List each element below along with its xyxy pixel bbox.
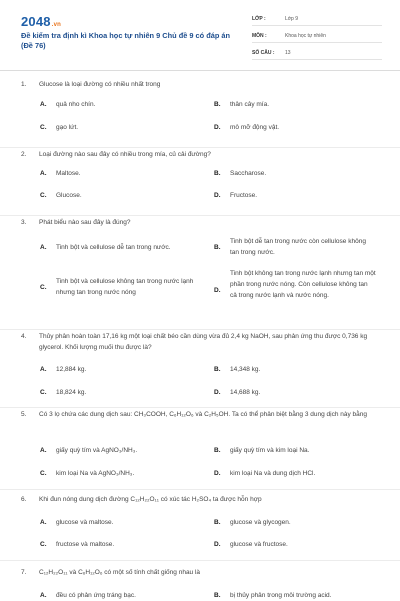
meta-value: Lớp 9 — [285, 15, 299, 22]
option-letter: A. — [40, 519, 47, 526]
question-7 — [0, 567, 400, 600]
option-letter: D. — [214, 124, 221, 131]
question-3 — [0, 217, 400, 330]
option-letter: B. — [214, 101, 221, 108]
option-letter: B. — [214, 592, 221, 599]
option-text: giấy quỳ tím và AgNO₃/NH₃. — [56, 447, 138, 454]
question-stem — [21, 79, 381, 90]
option-text: glucose và maltose. — [56, 519, 114, 526]
option-text: Tinh bột và cellulose dễ tan trong nước. — [56, 244, 171, 251]
option-text: bị thủy phân trong môi trường acid. — [230, 592, 332, 599]
option-text: 12,884 kg. — [56, 366, 87, 373]
question-stem — [21, 567, 381, 578]
meta-label: MÔN : — [252, 32, 267, 39]
option-letter: D. — [214, 287, 221, 294]
question-text: Loại đường nào sau đây có nhiều trong mía, củ cải đường? — [39, 151, 211, 158]
meta-info — [252, 12, 382, 60]
meta-row-class — [252, 12, 382, 26]
question-number: 6. — [21, 496, 27, 503]
meta-label: SỐ CÂU : — [252, 49, 275, 56]
option-letter: A. — [40, 366, 47, 373]
option-letter: C. — [40, 284, 47, 291]
question-1 — [0, 79, 400, 148]
question-number: 2. — [21, 151, 27, 158]
option-letter: C. — [40, 470, 47, 477]
question-5 — [0, 409, 400, 490]
option-letter: D. — [214, 389, 221, 396]
option-text: Tinh bột không tan trong nước lạnh nhưng tan một phần trong nước nóng. Còn cellulose không tan cả trong nước lạnh và nước nóng. — [230, 270, 376, 299]
document-header — [0, 0, 400, 71]
question-text: Phát biểu nào sau đây là đúng? — [39, 219, 131, 226]
option-letter: C. — [40, 541, 47, 548]
option-text: giấy quỳ tím và kim loại Na. — [230, 447, 310, 454]
meta-value: 13 — [285, 49, 291, 56]
option-letter: A. — [40, 244, 47, 251]
question-number: 1. — [21, 81, 27, 88]
option-text: thân cây mía. — [230, 101, 270, 108]
question-text: Thủy phân hoàn toàn 17,16 kg một loại chất béo cần dùng vừa đủ 2,4 kg NaOH, sau phản ứng thu được 0,736 kg glycerol. Khối lượng muối thu được là? — [39, 333, 368, 351]
option-text: Tinh bột dễ tan trong nước còn cellulose không tan trong nước. — [230, 238, 366, 256]
option-text: Maltose. — [56, 170, 81, 177]
option-text: 14,348 kg. — [230, 366, 261, 373]
option-letter: D. — [214, 541, 221, 548]
option-text: Tinh bột và cellulose không tan trong nước lạnh nhưng tan trong nước nóng — [56, 278, 194, 296]
site-logo[interactable] — [21, 14, 61, 29]
option-text: Fructose. — [230, 192, 258, 199]
meta-row-subject — [252, 29, 382, 43]
option-text: glucose và fructose. — [230, 541, 288, 548]
option-letter: C. — [40, 124, 47, 131]
question-text: Khi đun nóng dung dịch đường C₁₂H₂₂O₁₁ có xúc tác H₂SO₄ ta được hỗn hợp — [39, 496, 262, 503]
option-text: 14,688 kg. — [230, 389, 261, 396]
option-letter: B. — [214, 366, 221, 373]
meta-label: LỚP : — [252, 15, 266, 22]
question-text: Có 3 lọ chứa các dung dịch sau: CH₃COOH, C₆H₁₂O₆ và C₂H₅OH. Ta có thể phân biệt bằng 3 dung dịch này bằng — [39, 411, 368, 418]
question-number: 3. — [21, 219, 27, 226]
question-stem — [21, 409, 381, 420]
option-letter: D. — [214, 192, 221, 199]
option-text: glucose và glycogen. — [230, 519, 291, 526]
option-text: 18,824 kg. — [56, 389, 87, 396]
option-letter: B. — [214, 170, 221, 177]
option-letter: B. — [214, 244, 221, 251]
option-text: fructose và maltose. — [56, 541, 115, 548]
option-letter: B. — [214, 447, 221, 454]
meta-row-count — [252, 46, 382, 60]
question-text: C₁₂H₂₂O₁₁ và C₆H₁₂O₆ có một số tính chất giống nhau là — [39, 569, 201, 576]
option-letter: A. — [40, 592, 47, 599]
option-letter: A. — [40, 170, 47, 177]
meta-value: Khoa học tự nhiên — [285, 32, 326, 39]
question-6 — [0, 494, 400, 561]
logo-suffix: .vn — [51, 22, 62, 28]
option-letter: A. — [40, 447, 47, 454]
option-letter: B. — [214, 519, 221, 526]
question-number: 7. — [21, 569, 27, 576]
option-text: Saccharose. — [230, 170, 267, 177]
option-text: đều có phản ứng tráng bạc. — [56, 592, 136, 599]
question-number: 4. — [21, 333, 27, 340]
option-text: quả nho chín. — [56, 101, 96, 108]
question-stem — [21, 217, 381, 228]
option-text: gạo lứt. — [56, 124, 79, 131]
question-2 — [0, 149, 400, 216]
question-text: Glucose là loại đường có nhiều nhất trong — [39, 81, 161, 88]
option-letter: C. — [40, 192, 47, 199]
question-stem — [21, 149, 381, 160]
option-letter: C. — [40, 389, 47, 396]
option-text: kim loại Na và AgNO₃/NH₃. — [56, 470, 135, 477]
option-letter: A. — [40, 101, 47, 108]
question-number: 5. — [21, 411, 27, 418]
logo-text: 2048 — [21, 14, 51, 29]
question-stem — [21, 494, 381, 505]
question-4 — [0, 331, 400, 408]
question-stem — [21, 331, 381, 351]
option-text: Glucose. — [56, 192, 82, 199]
option-text: mô mỡ động vật. — [230, 124, 280, 131]
option-text: kim loại Na và dung dịch HCl. — [230, 470, 316, 477]
option-letter: D. — [214, 470, 221, 477]
page-title: Đề kiểm tra định kì Khoa học tự nhiên 9 Chủ đề 9 có đáp án (Đề 76) — [21, 31, 231, 50]
